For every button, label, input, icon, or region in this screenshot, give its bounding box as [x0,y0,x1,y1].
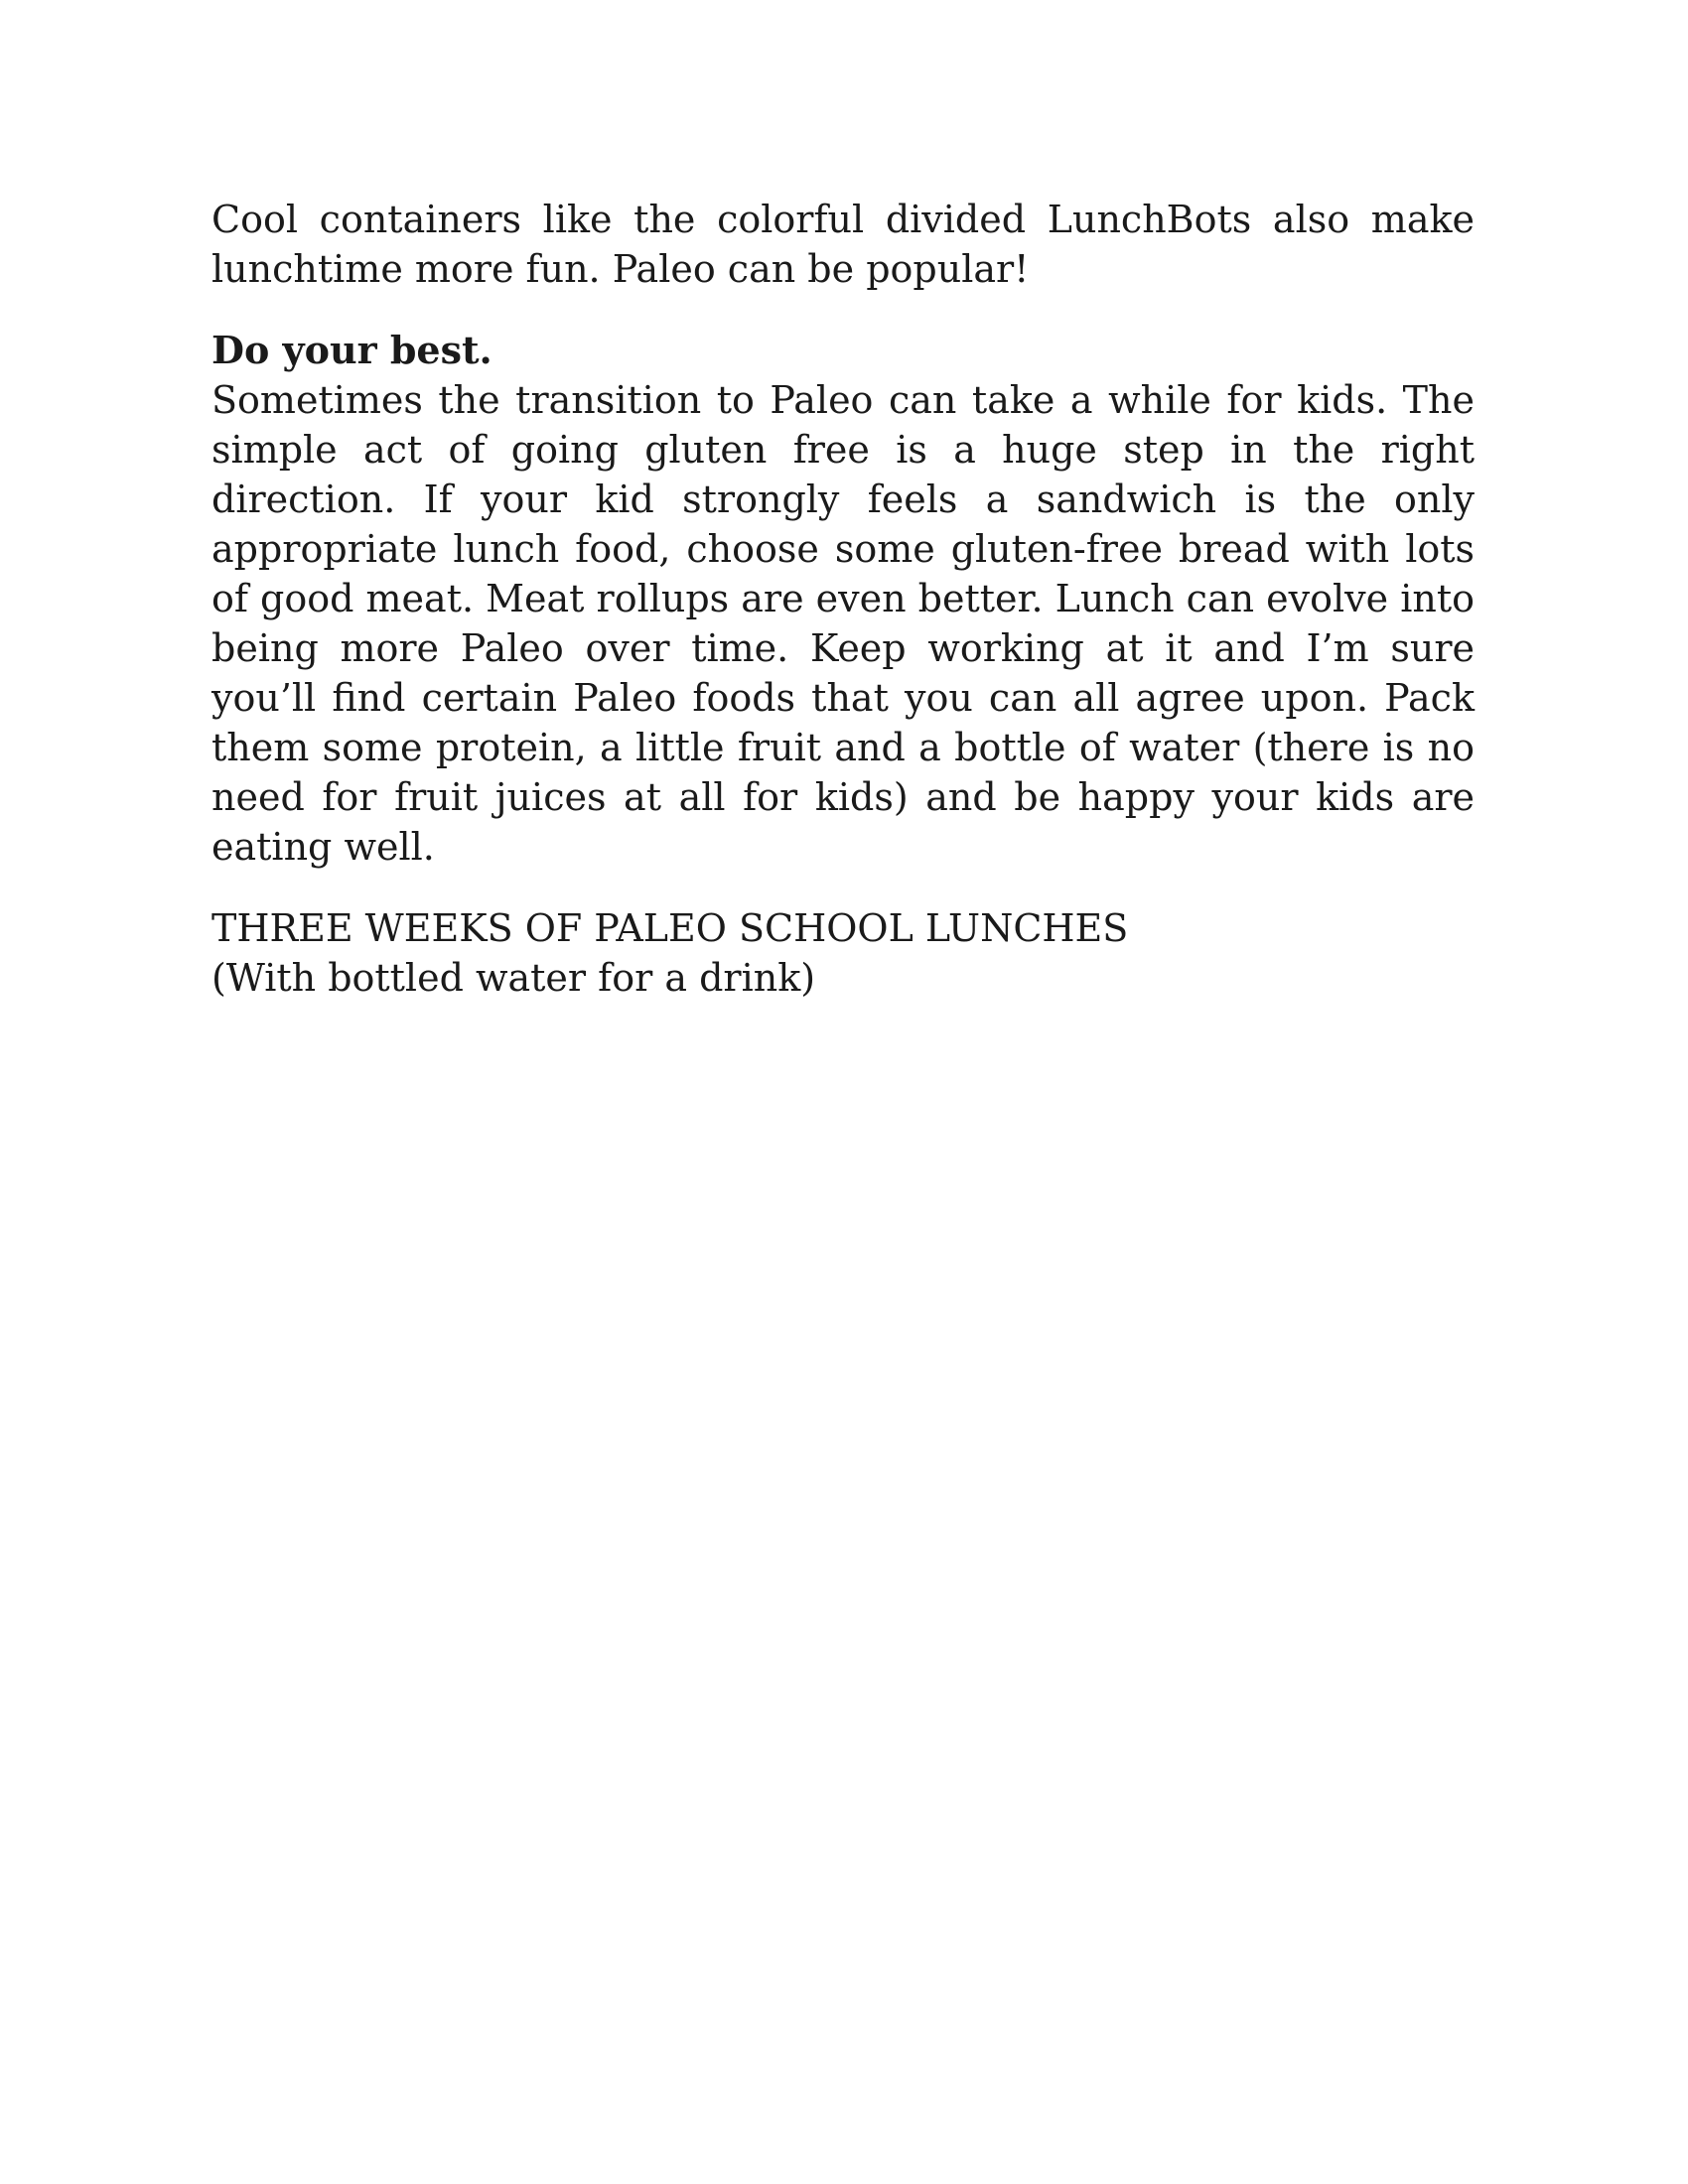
document-page [211,195,1475,1003]
section-body-paragraph: Sometimes the transition to Paleo can take a while for kids. The simple act of going gluten free is a huge step in the right direction. If your kid strongly feels a sandwich is the only appropriate lunch food, choose some gluten-free bread with lots of good meat. Meat rollups are even better. Lunch can evolve into being more Paleo over time. Keep working at it and I’m sure you’ll find certain Paleo foods that you can all agree upon. Pack them some protein, a little fruit and a bottle of water (there is no need for fruit juices at all for kids) and be happy your kids are eating well. [211,378,1475,869]
lunches-subtitle: (With bottled water for a drink) [211,956,816,1000]
lunches-title: THREE WEEKS OF PALEO SCHOOL LUNCHES [211,906,1129,950]
section-heading: Do your best. [211,328,492,372]
intro-paragraph: Cool containers like the colorful divided LunchBots also make lunchtime more fun. Paleo can be popular! [211,198,1475,291]
